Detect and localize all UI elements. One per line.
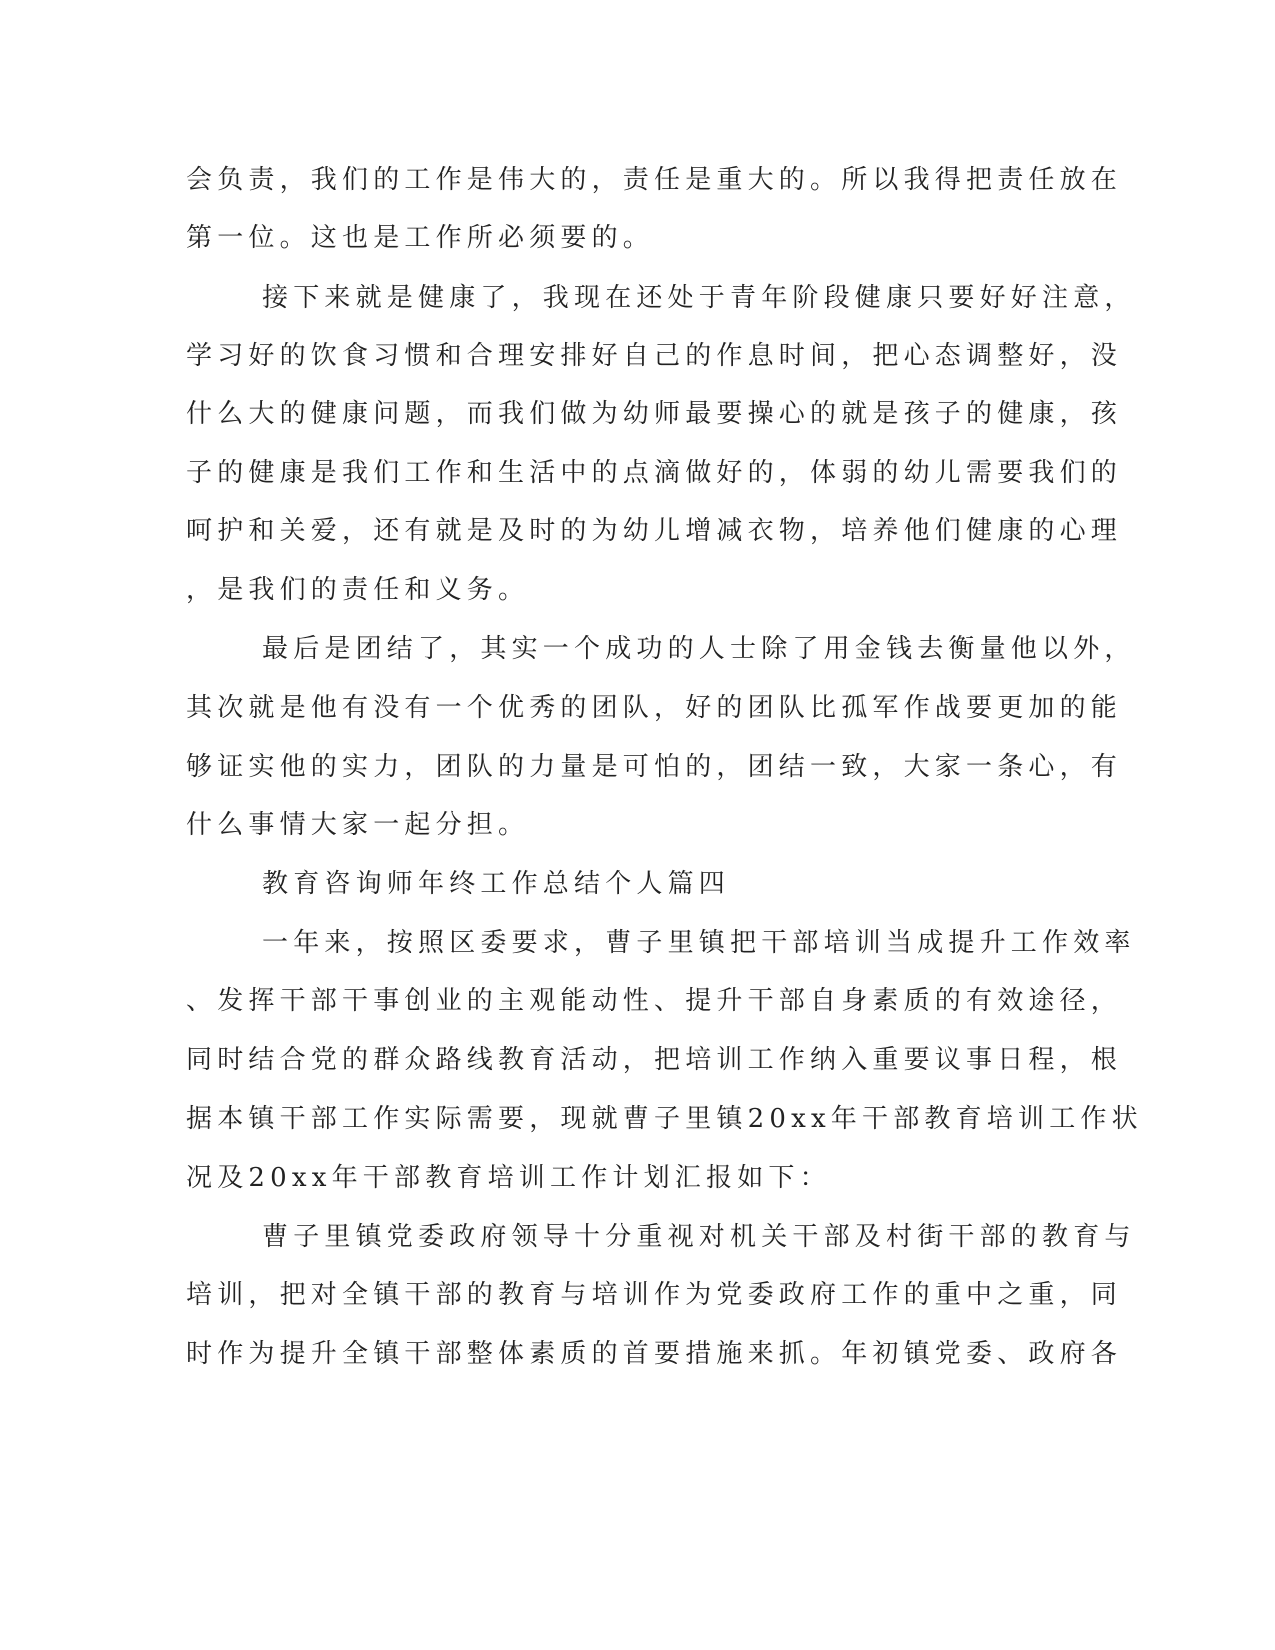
text-line: 子的健康是我们工作和生活中的点滴做好的，体弱的幼儿需要我们的 [186,458,1123,488]
text-line: 、发挥干部干事创业的主观能动性、提升干部自身素质的有效途径， [186,986,1123,1016]
paragraph-first-line: 曹子里镇党委政府领导十分重视对机关干部及村街干部的教育与 [262,1222,1136,1252]
text-line: 其次就是他有没有一个优秀的团队，好的团队比孤军作战要更加的能 [186,693,1123,723]
text-line: 况及20xx年干部教育培训工作计划汇报如下： [186,1163,831,1193]
text-line: 第一位。这也是工作所必须要的。 [186,223,655,253]
text-line: 够证实他的实力，团队的力量是可怕的，团结一致，大家一条心，有 [186,752,1123,782]
text-line: ，是我们的责任和义务。 [186,575,530,605]
text-line: 同时结合党的群众路线教育活动，把培训工作纳入重要议事日程，根 [186,1045,1123,1075]
text-line: 培训，把对全镇干部的教育与培训作为党委政府工作的重中之重，同 [186,1280,1123,1310]
text-line: 时作为提升全镇干部整体素质的首要措施来抓。年初镇党委、政府各 [186,1339,1123,1369]
text-line: 会负责，我们的工作是伟大的，责任是重大的。所以我得把责任放在 [186,165,1123,195]
text-line: 什么事情大家一起分担。 [186,810,530,840]
text-line: 什么大的健康问题，而我们做为幼师最要操心的就是孩子的健康，孩 [186,399,1123,429]
text-line: 呵护和关爱，还有就是及时的为幼儿增减衣物，培养他们健康的心理 [186,516,1123,546]
text-line: 学习好的饮食习惯和合理安排好自己的作息时间，把心态调整好，没 [186,341,1123,371]
section-heading: 教育咨询师年终工作总结个人篇四 [262,869,731,899]
text-line: 据本镇干部工作实际需要，现就曹子里镇20xx年干部教育培训工作状 [186,1104,1143,1134]
paragraph-first-line: 一年来，按照区委要求，曹子里镇把干部培训当成提升工作效率 [262,928,1136,958]
paragraph-first-line: 最后是团结了，其实一个成功的人士除了用金钱去衡量他以外， [262,634,1136,664]
paragraph-first-line: 接下来就是健康了，我现在还处于青年阶段健康只要好好注意， [262,283,1136,313]
